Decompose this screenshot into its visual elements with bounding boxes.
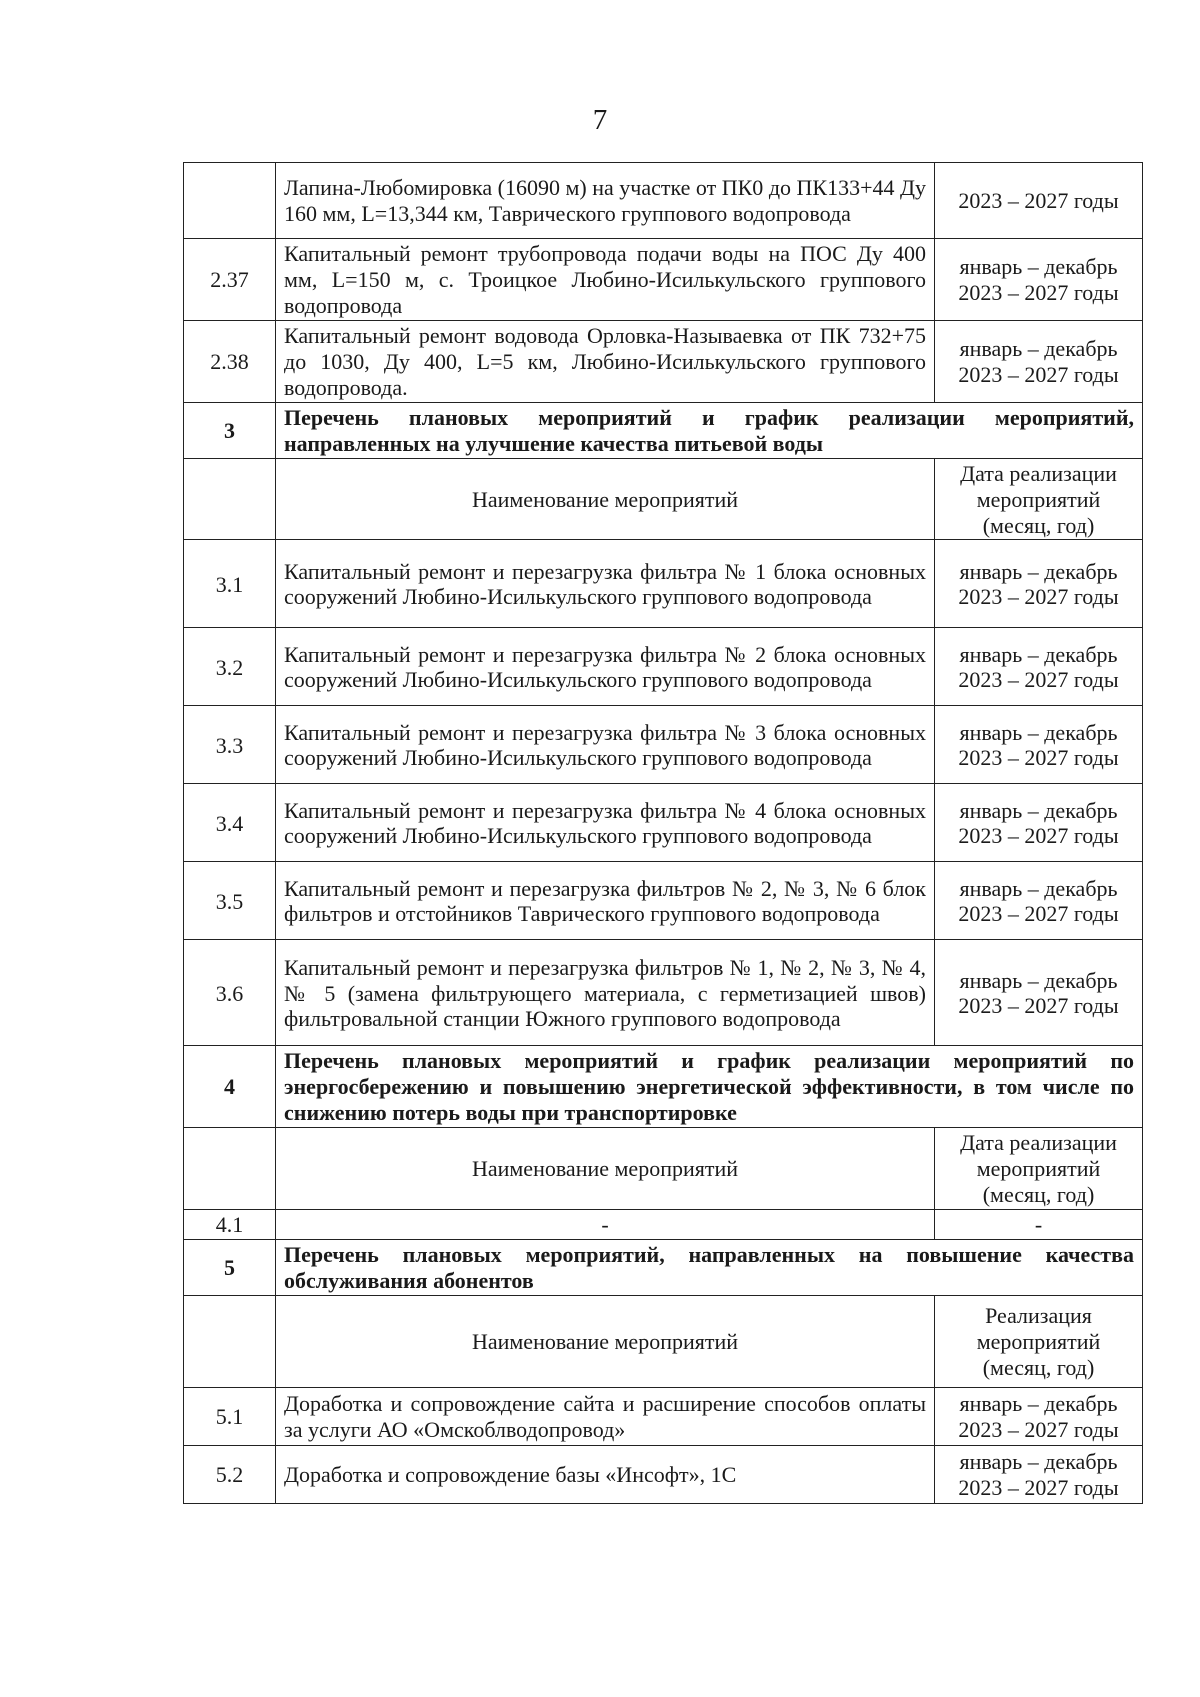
measure-name: Доработка и сопровождение базы «Инсофт», 1С bbox=[276, 1446, 935, 1504]
implementation-date bbox=[935, 706, 1143, 784]
date-line: январь – декабрь bbox=[959, 558, 1118, 584]
row-number bbox=[184, 163, 276, 239]
date-line: 2023 – 2027 годы bbox=[958, 993, 1119, 1019]
section-title: Перечень плановых мероприятий и график реализации мероприятий, направленных на улучшение качества питьевой воды bbox=[276, 402, 1143, 458]
row-number: 3.5 bbox=[184, 862, 276, 940]
section-row bbox=[184, 1046, 1143, 1128]
header-date-line: Дата реализации bbox=[960, 1130, 1117, 1156]
header-measure-name: Наименование мероприятий bbox=[276, 458, 935, 540]
measure-name: Доработка и сопровождение сайта и расширение способов оплаты за услуги АО «Омскоблводопровод» bbox=[276, 1388, 935, 1446]
row-number: 2.38 bbox=[184, 320, 276, 402]
date-line: январь – декабрь bbox=[959, 641, 1118, 667]
date-line: 2023 – 2027 годы bbox=[958, 901, 1119, 927]
table-row bbox=[184, 540, 1143, 628]
page-number: 7 bbox=[592, 104, 608, 136]
table-row bbox=[184, 628, 1143, 706]
section-number: 5 bbox=[184, 1240, 276, 1296]
header-row bbox=[184, 1296, 1143, 1388]
row-number: 3.4 bbox=[184, 784, 276, 862]
date-line: январь – декабрь bbox=[959, 1391, 1118, 1417]
header-empty-cell bbox=[184, 1296, 276, 1388]
implementation-date: - bbox=[935, 1210, 1143, 1240]
row-number: 2.37 bbox=[184, 239, 276, 321]
date-line: 2023 – 2027 годы bbox=[958, 1417, 1119, 1443]
measures-table bbox=[183, 162, 1143, 1504]
header-row bbox=[184, 458, 1143, 540]
date-line: 2023 – 2027 годы bbox=[958, 188, 1119, 214]
measure-name: Капитальный ремонт и перезагрузка фильтра № 2 блока основных сооружений Любино-Исилькульского группового водопровода bbox=[276, 628, 935, 706]
header-date bbox=[935, 458, 1143, 540]
measure-name: Капитальный ремонт и перезагрузка фильтра № 1 блока основных сооружений Любино-Исилькульского группового водопровода bbox=[276, 540, 935, 628]
section-number: 4 bbox=[184, 1046, 276, 1128]
measure-name: Капитальный ремонт и перезагрузка фильтров № 2, № 3, № 6 блок фильтров и отстойников Таврического группового водопровода bbox=[276, 862, 935, 940]
table-row bbox=[184, 1210, 1143, 1240]
table-row bbox=[184, 940, 1143, 1046]
date-line: январь – декабрь bbox=[959, 719, 1118, 745]
measure-name: Капитальный ремонт и перезагрузка фильтра № 3 блока основных сооружений Любино-Исилькульского группового водопровода bbox=[276, 706, 935, 784]
date-line: 2023 – 2027 годы bbox=[958, 745, 1119, 771]
implementation-date bbox=[935, 163, 1143, 239]
date-line: январь – декабрь bbox=[959, 335, 1118, 361]
section-row bbox=[184, 1240, 1143, 1296]
header-date bbox=[935, 1128, 1143, 1210]
table-row bbox=[184, 706, 1143, 784]
table-row bbox=[184, 862, 1143, 940]
section-row bbox=[184, 402, 1143, 458]
section-title: Перечень плановых мероприятий и график реализации мероприятий по энергосбережению и повышению энергетической эффективности, в том числе по снижению потерь воды при транспортировке bbox=[276, 1046, 1143, 1128]
row-number: 3.2 bbox=[184, 628, 276, 706]
measure-name: Капитальный ремонт трубопровода подачи воды на ПОС Ду 400 мм, L=150 м, с. Троицкое Любино-Исилькульского группового водопровода bbox=[276, 239, 935, 321]
date-line: 2023 – 2027 годы bbox=[958, 279, 1119, 305]
header-date-line: (месяц, год) bbox=[982, 1355, 1095, 1381]
section-number: 3 bbox=[184, 402, 276, 458]
measure-name: Капитальный ремонт водовода Орловка-Называевка от ПК 732+75 до 1030, Ду 400, L=5 км, Любино-Исилькульского группового водопровода. bbox=[276, 320, 935, 402]
table-row bbox=[184, 239, 1143, 321]
measure-name: Лапина-Любомировка (16090 м) на участке от ПК0 до ПК133+44 Ду 160 мм, L=13,344 км, Таврического группового водопровода bbox=[276, 163, 935, 239]
implementation-date bbox=[935, 628, 1143, 706]
table-row bbox=[184, 163, 1143, 239]
implementation-date bbox=[935, 320, 1143, 402]
header-date-line: мероприятий bbox=[976, 1329, 1101, 1355]
date-line: январь – декабрь bbox=[959, 253, 1118, 279]
implementation-date bbox=[935, 862, 1143, 940]
header-measure-name: Наименование мероприятий bbox=[276, 1296, 935, 1388]
implementation-date bbox=[935, 784, 1143, 862]
date-line: 2023 – 2027 годы bbox=[958, 823, 1119, 849]
date-line: 2023 – 2027 годы bbox=[958, 584, 1119, 610]
measure-name: - bbox=[276, 1210, 935, 1240]
implementation-date bbox=[935, 1446, 1143, 1504]
date-line: январь – декабрь bbox=[959, 1449, 1118, 1475]
date-line: 2023 – 2027 годы bbox=[958, 361, 1119, 387]
header-date-line: мероприятий bbox=[976, 1156, 1101, 1182]
implementation-date bbox=[935, 1388, 1143, 1446]
row-number: 3.3 bbox=[184, 706, 276, 784]
implementation-date bbox=[935, 940, 1143, 1046]
header-row bbox=[184, 1128, 1143, 1210]
row-number: 3.1 bbox=[184, 540, 276, 628]
measure-name: Капитальный ремонт и перезагрузка фильтра № 4 блока основных сооружений Любино-Исилькульского группового водопровода bbox=[276, 784, 935, 862]
section-title: Перечень плановых мероприятий, направленных на повышение качества обслуживания абонентов bbox=[276, 1240, 1143, 1296]
date-line: январь – декабрь bbox=[959, 797, 1118, 823]
header-date-line: Дата реализации bbox=[960, 460, 1117, 486]
header-empty-cell bbox=[184, 458, 276, 540]
table-row bbox=[184, 1388, 1143, 1446]
row-number: 5.1 bbox=[184, 1388, 276, 1446]
row-number: 5.2 bbox=[184, 1446, 276, 1504]
row-number: 3.6 bbox=[184, 940, 276, 1046]
row-number: 4.1 bbox=[184, 1210, 276, 1240]
date-line: январь – декабрь bbox=[959, 875, 1118, 901]
header-date-line: (месяц, год) bbox=[982, 512, 1095, 538]
header-date bbox=[935, 1296, 1143, 1388]
header-measure-name: Наименование мероприятий bbox=[276, 1128, 935, 1210]
header-date-line: (месяц, год) bbox=[982, 1182, 1095, 1208]
implementation-date bbox=[935, 239, 1143, 321]
table-row bbox=[184, 1446, 1143, 1504]
table-row bbox=[184, 320, 1143, 402]
measure-name: Капитальный ремонт и перезагрузка фильтров № 1, № 2, № 3, № 4, № 5 (замена фильтрующего материала, с герметизацией швов) фильтровальной станции Южного группового водопровода bbox=[276, 940, 935, 1046]
date-line: 2023 – 2027 годы bbox=[958, 667, 1119, 693]
table-row bbox=[184, 784, 1143, 862]
header-empty-cell bbox=[184, 1128, 276, 1210]
header-date-line: мероприятий bbox=[976, 486, 1101, 512]
implementation-date bbox=[935, 540, 1143, 628]
date-line: 2023 – 2027 годы bbox=[958, 1475, 1119, 1501]
date-line: январь – декабрь bbox=[959, 967, 1118, 993]
header-date-line: Реализация bbox=[985, 1303, 1092, 1329]
